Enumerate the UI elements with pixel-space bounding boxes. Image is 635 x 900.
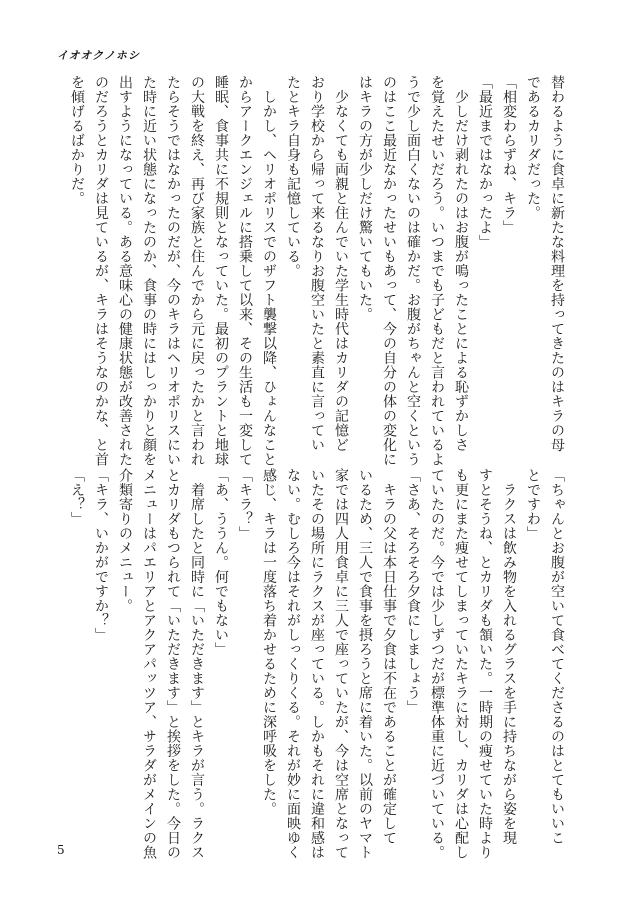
text-line: 着席したと同時に「いただきます」とキラが言う。ラクス	[189, 468, 205, 860]
text-line: からアークエンジェルに搭乗して以来、その生活も一変して	[237, 75, 253, 467]
text-line: であるカリダだった。	[525, 75, 541, 220]
text-line: ラクスは飲み物を入れるグラスを手に持ちながら姿を現	[501, 468, 517, 845]
text-line: 「ちゃんとお腹が空いて食べてくださるのはとてもいいこ	[549, 468, 565, 845]
running-header: イオオクノホシ	[57, 49, 140, 62]
text-line: とですわ」	[525, 468, 541, 541]
text-block-upper	[59, 75, 569, 467]
text-line: 少なくても両親と住んでいた学生時代はカリダの記憶ど	[333, 75, 349, 452]
text-line: とカリダもつられて「いただきます」と挨拶をした。今日の	[165, 468, 181, 860]
text-line: すとそうね、とカリダも頷いた。一時期の痩せていた時より	[477, 468, 493, 860]
text-line: 「最近まではなかったよ」	[477, 75, 493, 249]
text-line: 介類寄りのメニュー。	[117, 468, 133, 613]
text-line: 「え？」	[69, 468, 85, 526]
text-line: も更にまた痩せてしまっていたキラに対し、カリダは心配し	[453, 468, 469, 860]
text-line: のだろうとカリダは見ているが、キラはそうなのかな、と首	[93, 75, 109, 467]
page-number: 5	[57, 843, 65, 857]
text-line: いたその場所にラクスが座っている。しかもそれに違和感は	[309, 468, 325, 860]
text-line: メニューはパエリアとアクアパッツア、サラダがメインの魚	[141, 468, 157, 860]
text-line: 替わるように食卓に新たな料理を持ってきたのはキラの母	[549, 75, 565, 452]
text-line: 「相変わらずね、キラ」	[501, 75, 517, 235]
text-line: たらそうではなかったのだが、今のキラはヘリオポリスにい	[165, 75, 181, 467]
text-line: 「キラ、いかがですか？」	[93, 468, 109, 642]
text-line: のはここ最近なかったせいもあって、今の自分の体の変化に	[381, 75, 397, 467]
text-line: 家では四人用食卓に三人で座っていたが、今は空席となって	[333, 468, 349, 860]
text-line: 睡眠、食事共に不規則となっていた。最初のプラントと地球	[213, 75, 229, 467]
text-line: ない。むしろ今はそれがしっくりくる。それが妙に面映ゆく	[285, 468, 301, 860]
text-line: 感じ、キラは一度落ち着かせるために深呼吸をした。	[261, 468, 277, 816]
text-line: 「さあ、そろそろ夕食にしましょう」	[405, 468, 421, 715]
text-line: た時に近い状態になったのか、食事の時にはしっかりと顔を	[141, 75, 157, 467]
text-line: の大戦を終え、再び家族と住んでから元に戻ったかと言われ	[189, 75, 205, 467]
text-block-lower	[59, 468, 569, 860]
text-line: たとキラ自身も記憶している。	[285, 75, 301, 278]
text-line: を覚えたせいだろう。いつまでも子どもだと言われているよ	[429, 75, 445, 467]
text-line: 「あ、ううん。何でもない」	[213, 468, 229, 657]
text-line: いるため、三人で食事を摂ろうと席に着いた。以前のヤマト	[357, 468, 373, 860]
text-line: 少しだけ剥れたのはお腹が鳴ったことによる恥ずかしさ	[453, 75, 469, 452]
text-line: キラの父は本日仕事で夕食は不在であることが確定して	[381, 468, 397, 845]
text-line: しかし、ヘリオポリスでのザフト襲撃以降、ひょんなこと	[261, 75, 277, 467]
text-line: 「キラ？」	[237, 468, 253, 541]
text-line: を傾げるばかりだ。	[69, 75, 85, 206]
text-line: はキラの方が少しだけ驚いてもいた。	[357, 75, 373, 322]
text-line: 出すようになっている。ある意味心の健康状態が改善された	[117, 75, 133, 467]
text-line: ていたのだ。今では少しずつだが標準体重に近づいている。	[429, 468, 445, 860]
text-line: おり学校から帰って来るなりお腹空いたと素直に言ってい	[309, 75, 325, 452]
text-line: うで少し面白くないのは確かだ。お腹がちゃんと空くという	[405, 75, 421, 467]
